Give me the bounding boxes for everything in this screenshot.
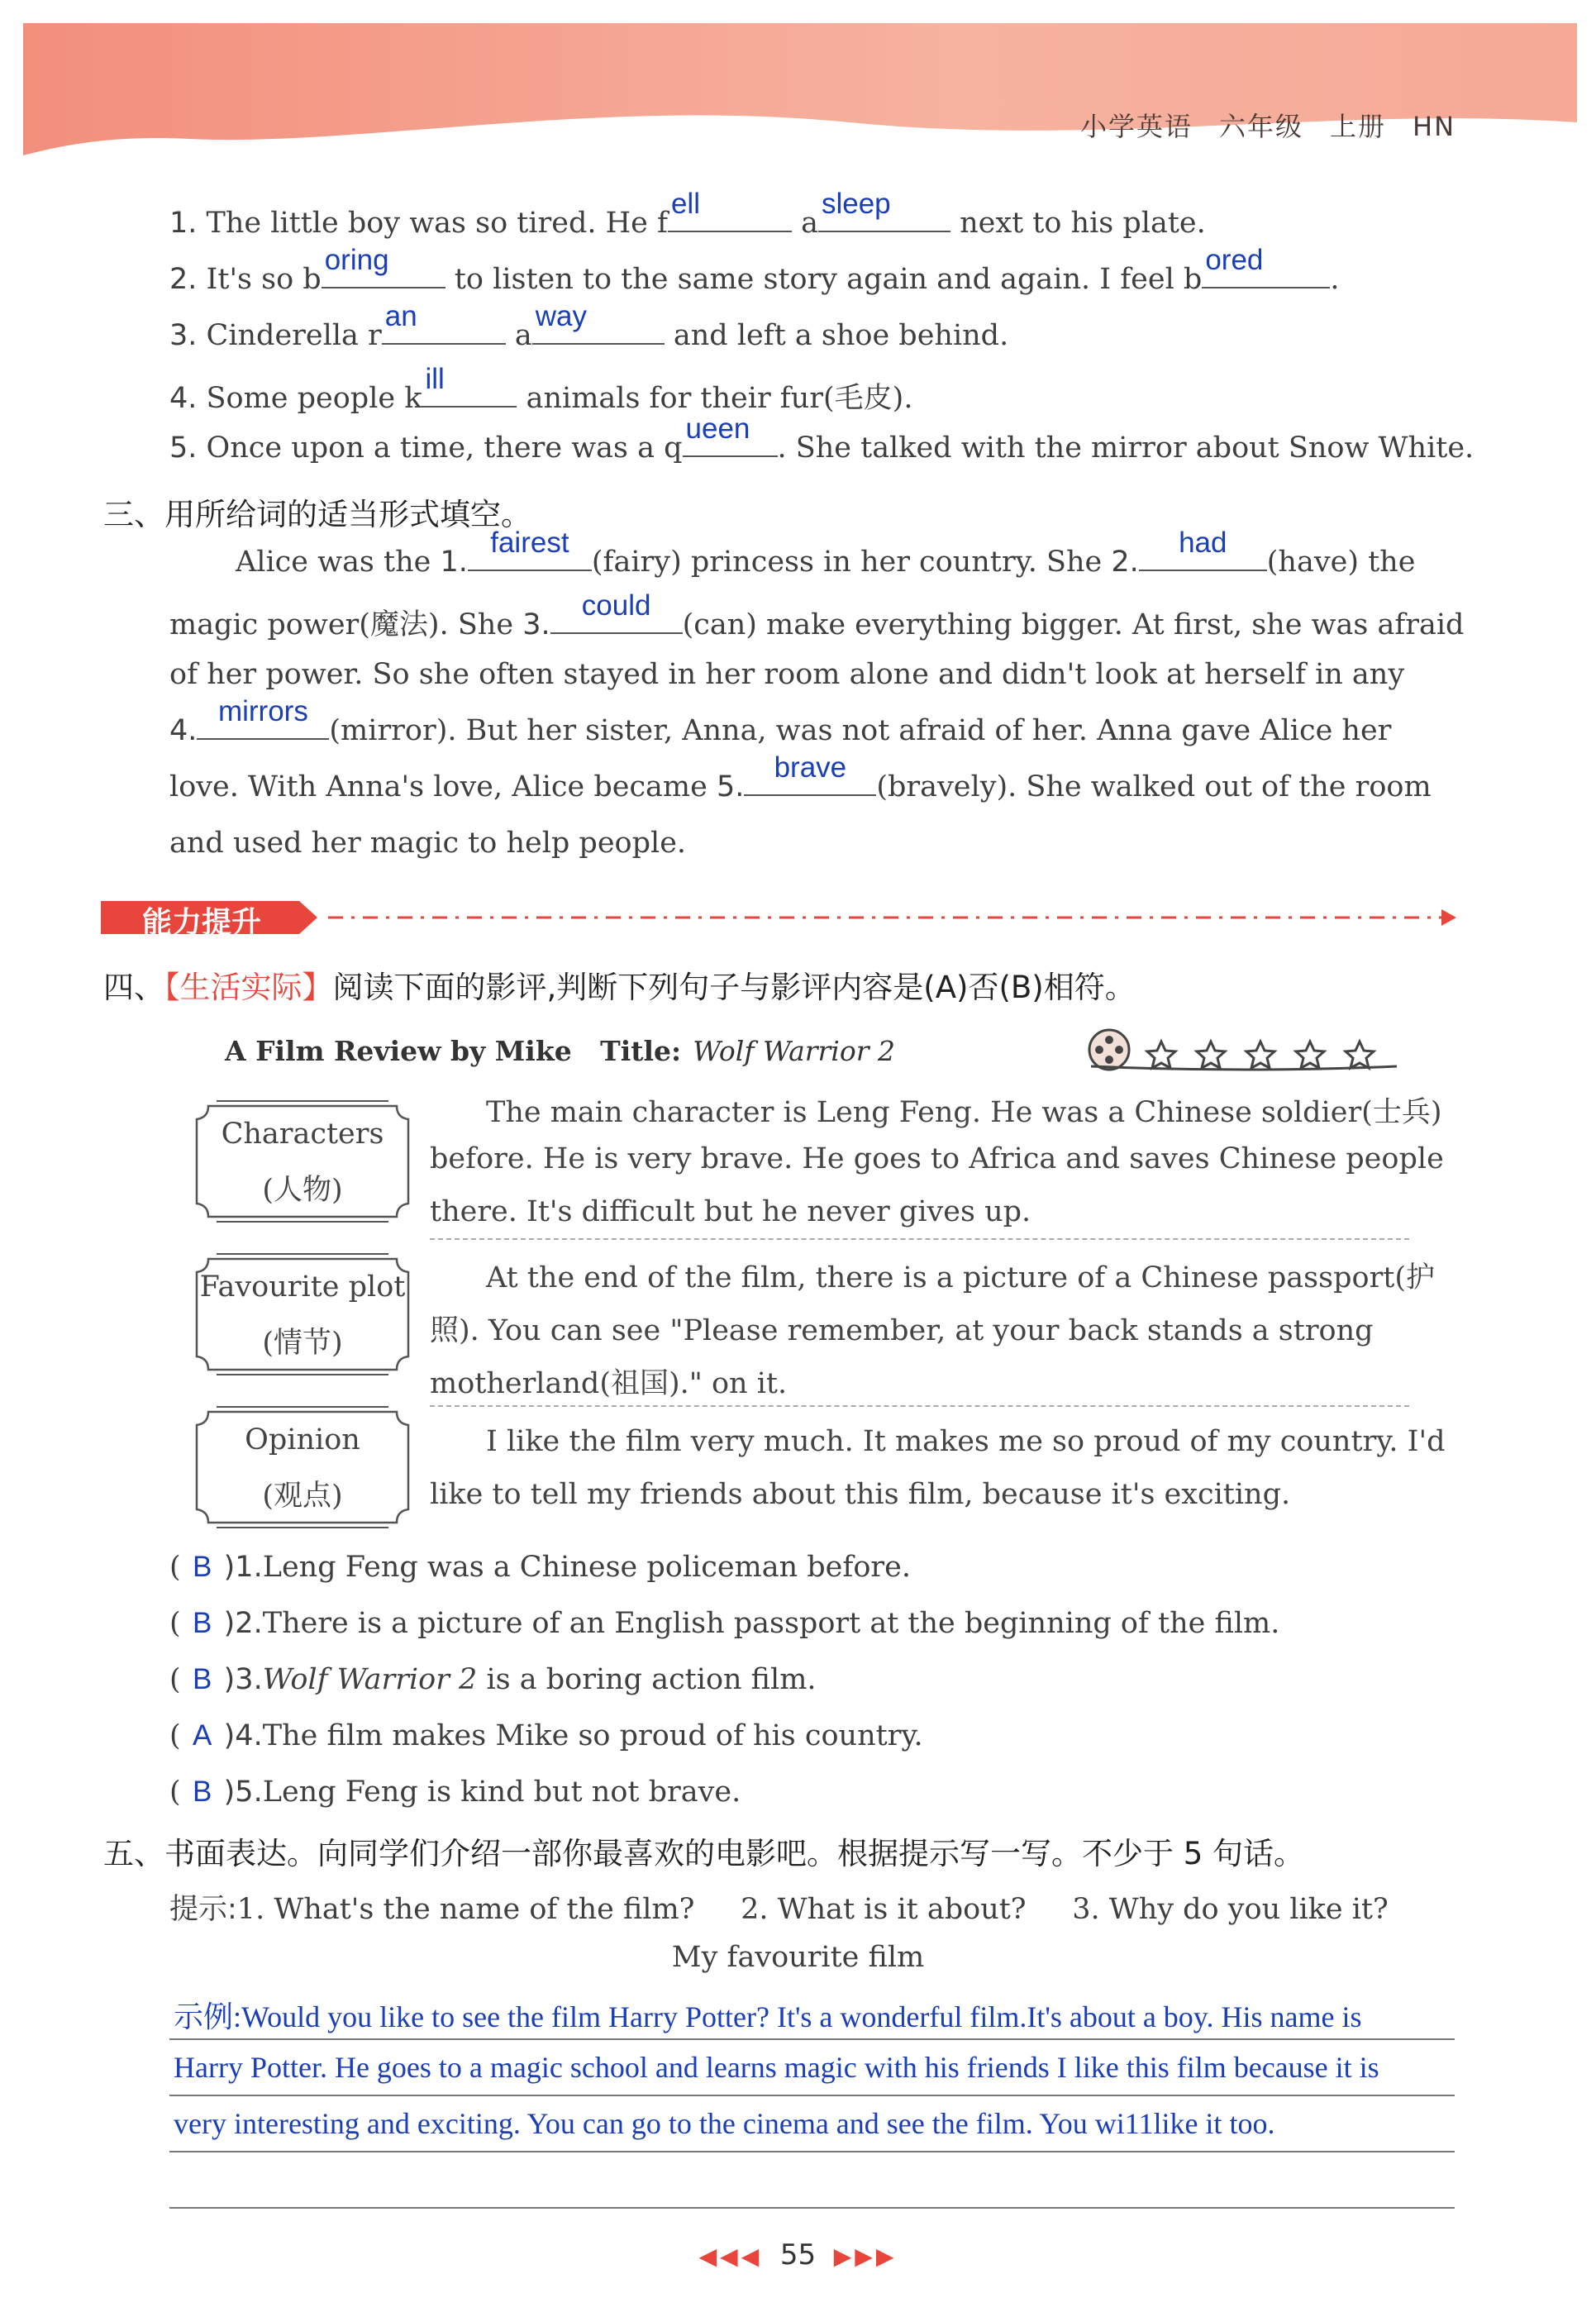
ticket-box-plot: Favourite plot (情节) [192, 1252, 413, 1376]
header-grade: 六年级 [1218, 111, 1303, 142]
passage-line-2: magic power(魔法). She 3. could (can) make everything bigger. At first, she was afraid [169, 589, 1465, 641]
film-reel-rating [1083, 1025, 1405, 1075]
answer-blank: way [532, 343, 665, 345]
fill-item-4: 4. Some people k ill animals for their fur(毛皮). [169, 363, 913, 415]
question-2: ( B )2.There is a picture of an English passport at the beginning of the film. [169, 1607, 1280, 1640]
essay-title: My favourite film [671, 1941, 925, 1974]
answer-blank: fairest [468, 570, 592, 571]
ability-banner [101, 894, 1460, 941]
section-5-title: 五、书面表达。向同学们介绍一部你最喜欢的电影吧。根据提示写一写。不少于 5 句话。 [103, 1836, 1305, 1871]
question-4: ( A )4.The film makes Mike so proud of his country. [169, 1719, 923, 1752]
answer-blank: mirrors [197, 738, 329, 740]
writing-rule [169, 2095, 1455, 2096]
answer-blank: ored [1202, 287, 1330, 288]
fill-item-2: 2. It's so b oring to listen to the same story again and again. I feel b ored . [169, 244, 1340, 296]
answer-blank: ueen [683, 455, 778, 457]
page-number: ◀◀◀ 55 ▶▶▶ [698, 2238, 898, 2271]
passage-line-4: 4. mirrors (mirror). But her sister, Anna, was not afraid of her. Anna gave Alice her [169, 695, 1392, 747]
answer-blank: sleep [818, 231, 950, 232]
review-characters-line: The main character is Leng Feng. He was a Chinese soldier(士兵) [486, 1096, 1442, 1129]
answer-blank: oring [322, 287, 445, 288]
ticket-box-opinion: Opinion (观点) [192, 1405, 413, 1529]
writing-hints: 提示:1. What's the name of the film? 2. What is it about? 3. Why do you like it? [169, 1893, 1389, 1926]
section-4-title: 四、【生活实际】阅读下面的影评,判断下列句子与影评内容是(A)否(B)相符。 [103, 970, 1136, 1005]
review-opinion-line: like to tell my friends about this film, because it's exciting. [430, 1478, 1291, 1511]
divider [430, 1405, 1409, 1407]
next-arrows-icon: ▶▶▶ [833, 2243, 898, 2270]
answer-blank: an [382, 343, 506, 345]
banner-graphic [101, 894, 1460, 941]
ticket-box-characters: Characters (人物) [192, 1099, 413, 1223]
question-5: ( B )5.Leng Feng is kind but not brave. [169, 1776, 741, 1809]
writing-rule [169, 2151, 1455, 2152]
question-3: ( B )3.Wolf Warrior 2 is a boring action film. [169, 1663, 817, 1696]
question-1: ( B )1.Leng Feng was a Chinese policeman before. [169, 1551, 911, 1584]
passage-line-1: Alice was the 1. fairest (fairy) princess in her country. She 2. had (have) the [236, 527, 1416, 579]
fill-item-1: 1. The little boy was so tired. He f ell a sleep next to his plate. [169, 188, 1206, 240]
header-term: 上册 [1329, 111, 1386, 142]
essay-line-1: 示例:Would you like to see the film Harry Potter? It's a wonderful film.It's about a boy. His name is [174, 2000, 1362, 2033]
review-characters-line: before. He is very brave. He goes to Africa and saves Chinese people [430, 1142, 1444, 1175]
review-opinion-line: I like the film very much. It makes me so proud of my country. I'd [486, 1425, 1446, 1458]
passage-line-6: and used her magic to help people. [169, 827, 687, 860]
section-3-title: 三、用所给词的适当形式填空。 [103, 497, 531, 532]
passage-line-5: love. With Anna's love, Alice became 5. brave (bravely). She walked out of the room [169, 751, 1432, 803]
prev-arrows-icon: ◀◀◀ [698, 2243, 763, 2270]
star-rating-icon [1083, 1025, 1405, 1075]
divider [430, 1238, 1409, 1240]
review-header: A Film Review by Mike Title: Wolf Warrior 2 [225, 1035, 895, 1067]
banner-label: 能力提升 [142, 906, 262, 940]
writing-rule [169, 2038, 1455, 2040]
review-plot-line: 照). You can see "Please remember, at your back stands a strong [430, 1314, 1374, 1347]
answer-blank: ill [422, 406, 517, 408]
answer-blank: ell [668, 231, 792, 232]
header-info [1054, 106, 1455, 144]
header-edition: HN [1413, 111, 1455, 142]
review-plot-line: motherland(祖国)." on it. [430, 1367, 788, 1400]
passage-line-3: of her power. So she often stayed in her room alone and didn't look at herself in any [169, 658, 1405, 691]
fill-item-3: 3. Cinderella r an a way and left a shoe behind. [169, 300, 1009, 352]
answer-blank: brave [744, 794, 876, 796]
fill-item-5: 5. Once upon a time, there was a q ueen . She talked with the mirror about Snow White. [169, 412, 1475, 465]
essay-line-3: very interesting and exciting. You can go to the cinema and see the film. You wi11like it too. [174, 2107, 1275, 2140]
essay-line-2: Harry Potter. He goes to a magic school and learns magic with his friends I like this film because it is [174, 2051, 1379, 2084]
review-plot-line: At the end of the film, there is a picture of a Chinese passport(护 [486, 1261, 1436, 1294]
writing-rule [169, 2207, 1455, 2209]
answer-blank: had [1139, 570, 1267, 571]
header-subject: 小学英语 [1079, 111, 1193, 142]
answer-blank: could [550, 632, 683, 634]
review-characters-line: there. It's difficult but he never gives up. [430, 1195, 1031, 1228]
